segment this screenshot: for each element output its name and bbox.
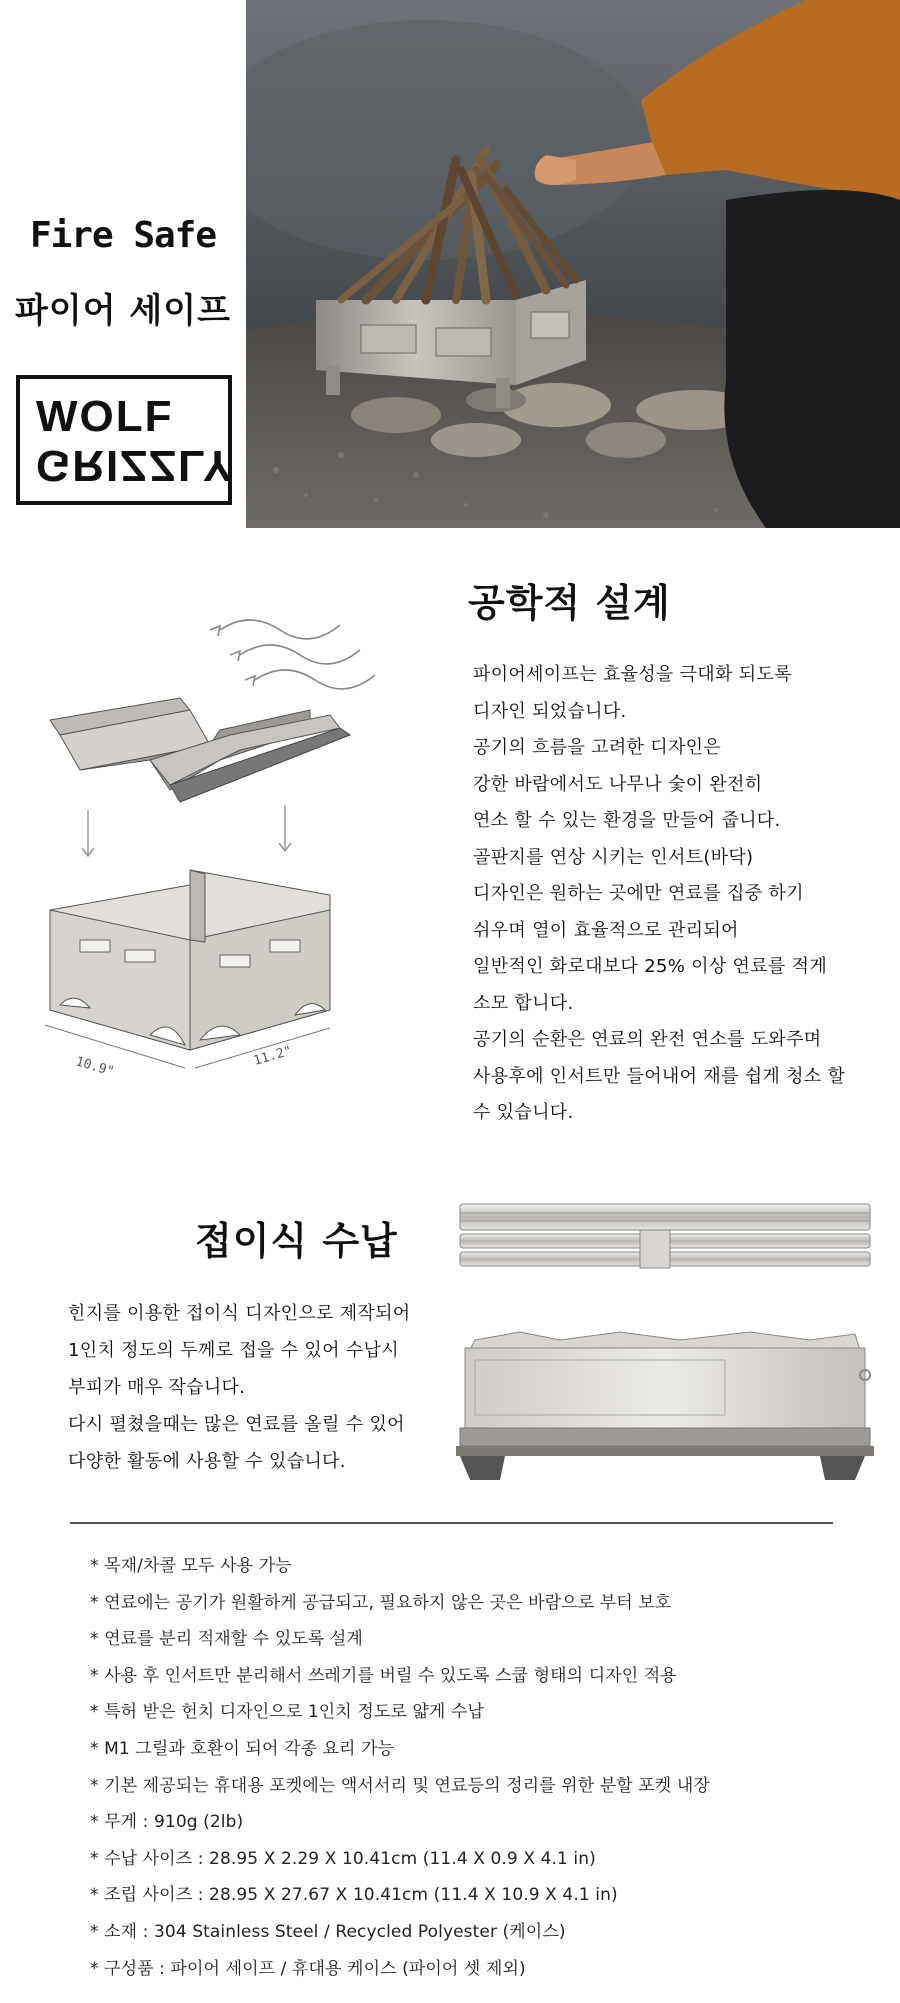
- spec-item: * 사용 후 인서트만 분리해서 쓰레기를 버릴 수 있도록 스쿱 형태의 디자인 적용: [90, 1665, 677, 1686]
- design-line: 골판지를 연상 시키는 인서트(바닥): [473, 846, 754, 868]
- spec-item: * 기본 제공되는 휴대용 포켓에는 액서서리 및 연료등의 정리를 위한 분할 포켓 내장: [90, 1775, 710, 1796]
- design-description: [473, 657, 873, 1132]
- spec-item: * 특허 받은 헌치 디자인으로 1인치 정도로 얇게 수납: [90, 1702, 484, 1723]
- fold-heading: 접이식 수납: [195, 1219, 398, 1263]
- design-line: 일반적인 화로대보다 25% 이상 연료를 적게: [473, 956, 828, 977]
- brand-logo: [16, 375, 235, 505]
- spec-item: * 조립 사이즈 : 28.95 X 27.67 X 10.41cm (11.4 X 10.9 X 4.1 in): [90, 1885, 618, 1906]
- fold-line: 1인치 정도의 두께로 접을 수 있어 수납시: [68, 1340, 399, 1361]
- product-title-ko: 파이어 세이프: [15, 291, 231, 331]
- design-line: 디자인은 원하는 곳에만 연료를 집중 하기: [473, 883, 804, 904]
- spec-item: * 소재 : 304 Stainless Steel / Recycled Polyester (케이스): [90, 1921, 566, 1942]
- spec-list: [90, 1548, 890, 1987]
- folded-product-image: [455, 1200, 875, 1290]
- logo-word-wolf: WOLF: [36, 392, 174, 441]
- assembled-stand-image: [450, 1310, 875, 1485]
- design-line: 소모 합니다.: [473, 992, 574, 1014]
- design-line: 파이어세이프는 효율성을 극대화 되도록: [473, 664, 792, 685]
- design-line: 연소 할 수 있는 환경을 만들어 줍니다.: [473, 810, 781, 831]
- wind-arrows-icon: [210, 620, 375, 689]
- hero-photo: [246, 0, 900, 528]
- fold-line: 다양한 활동에 사용할 수 있습니다.: [68, 1451, 346, 1472]
- design-heading: 공학적 설계: [468, 581, 671, 625]
- section-divider: [70, 1522, 833, 1524]
- product-title-en: Fire Safe: [29, 215, 217, 256]
- design-line: 디자인 되었습니다.: [473, 700, 627, 722]
- spec-item: * 연료를 분리 적재할 수 있도록 설계: [90, 1629, 363, 1650]
- fold-line: 힌지를 이용한 접이식 디자인으로 제작되어: [68, 1303, 411, 1324]
- spec-item: * 구성품 : 파이어 세이프 / 휴대용 케이스 (파이어 셋 제외): [90, 1958, 526, 1979]
- spec-item: * 무게 : 910g (2lb): [90, 1812, 244, 1833]
- dimension-left: 10.9": [73, 1054, 116, 1080]
- fold-description: [68, 1295, 448, 1480]
- design-line: 강한 바람에서도 나무나 숯이 완전히: [473, 773, 763, 795]
- exploded-diagram: [40, 610, 440, 1130]
- design-line: 쉬우며 열이 효율적으로 관리되어: [473, 919, 739, 941]
- dimension-right: 11.2": [251, 1043, 294, 1069]
- spec-item: * 연료에는 공기가 원활하게 공급되고, 필요하지 않은 곳은 바람으로 부터 보호: [90, 1592, 672, 1613]
- fold-line: 부피가 매우 작습니다.: [68, 1377, 246, 1398]
- spec-item: * 수납 사이즈 : 28.95 X 2.29 X 10.41cm (11.4 X 0.9 X 4.1 in): [90, 1848, 596, 1869]
- logo-word-grizzly: GRIZZLY: [36, 441, 235, 490]
- spec-item: * 목재/차콜 모두 사용 가능: [90, 1556, 292, 1576]
- fold-line: 다시 펼쳤을때는 많은 연료를 올릴 수 있어: [68, 1414, 405, 1435]
- spec-item: * M1 그릴과 호환이 되어 각종 요리 가능: [90, 1738, 395, 1759]
- design-line: 수 있습니다.: [473, 1102, 574, 1123]
- design-line: 공기의 흐름을 고려한 디자인은: [473, 737, 722, 758]
- design-line: 공기의 순환은 연료의 완전 연소를 도와주며: [473, 1029, 822, 1050]
- design-line: 사용후에 인서트만 들어내어 재를 쉽게 청소 할: [473, 1065, 846, 1087]
